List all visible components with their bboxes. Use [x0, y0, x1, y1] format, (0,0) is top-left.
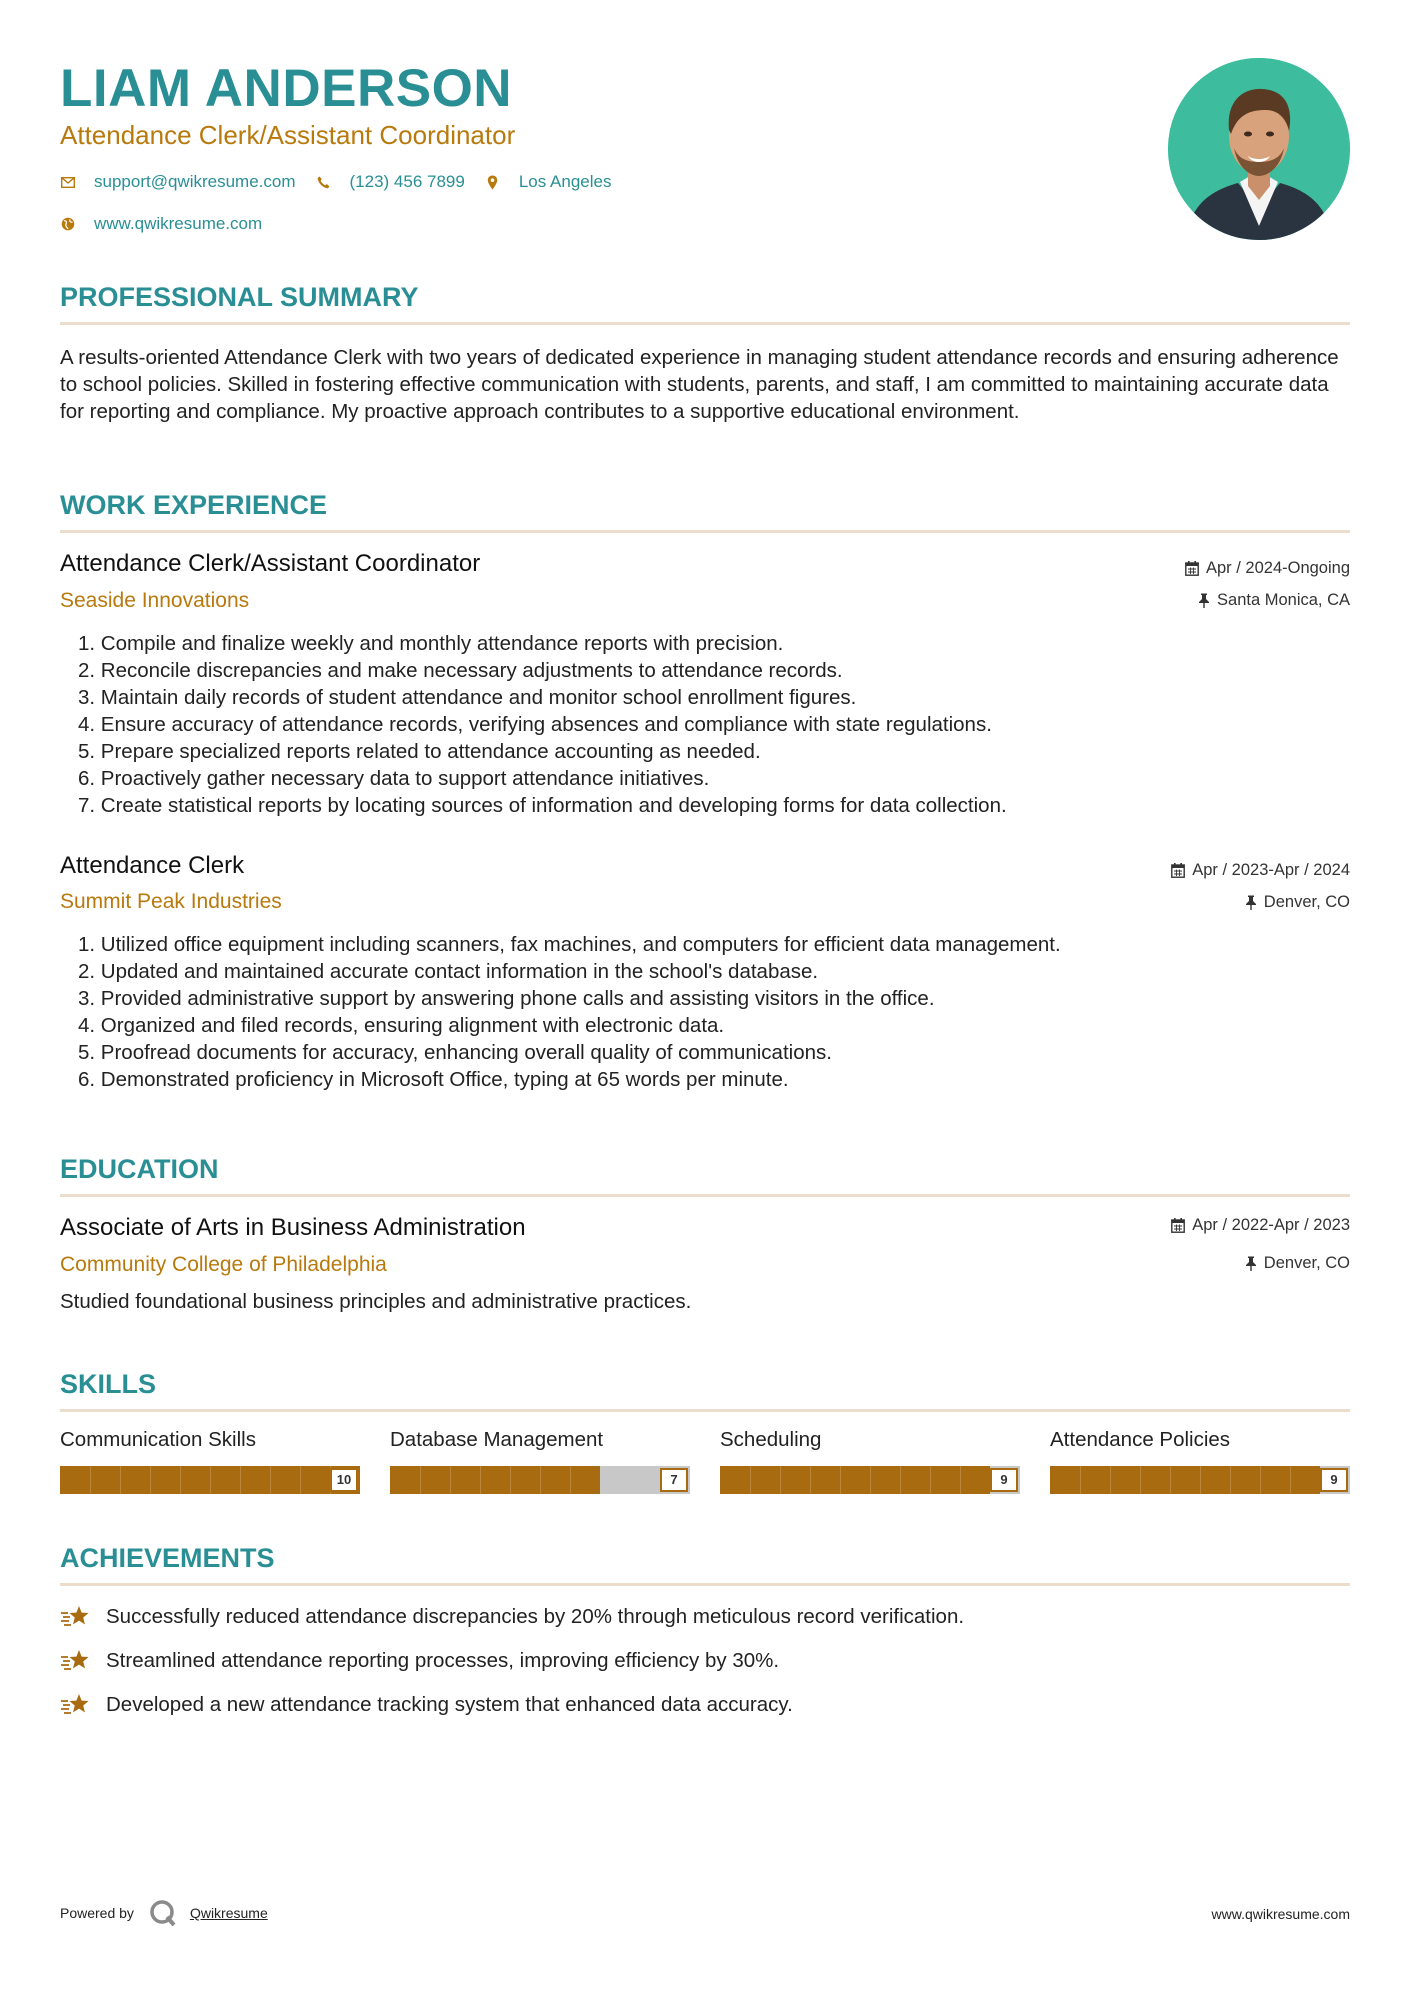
section-title-experience: WORK EXPERIENCE	[60, 490, 328, 520]
skill-bar-segment	[1140, 1466, 1141, 1494]
achievement-text: Developed a new attendance tracking system that enhanced data accuracy.	[106, 1693, 793, 1716]
job-title: Attendance Clerk/Assistant Coordinator	[60, 550, 481, 577]
footer-branding	[60, 1898, 268, 1928]
globe-icon	[60, 216, 76, 232]
achievement-text: Streamlined attendance reporting processes, improving efficiency by 30%.	[106, 1649, 780, 1672]
skill-bar-segment	[1200, 1466, 1201, 1494]
skill-score: 9	[990, 1468, 1018, 1492]
skill-score: 10	[330, 1468, 358, 1492]
job-title: Attendance Clerk	[60, 852, 245, 879]
skill-bar	[60, 1466, 360, 1494]
summary-text: A results-oriented Attendance Clerk with two years of dedicated experience in managing student attendance records and ensuring adherence to school policies. Skilled in fostering effective communication with students, parents, and staff, I am committed to maintaining accurate data for reporting and compliance. My proactive approach contributes to a supportive educational environment.	[60, 346, 1339, 423]
skill-bar-segment	[840, 1466, 841, 1494]
candidate-title: Attendance Clerk/Assistant Coordinator	[60, 120, 516, 150]
skill-bar-segment	[120, 1466, 121, 1494]
list-item: 6. Demonstrated proficiency in Microsoft Office, typing at 65 words per minute.	[78, 1068, 789, 1091]
skill-bar-segment	[480, 1466, 481, 1494]
shooting-star-icon	[60, 1692, 92, 1718]
skill-bar-fill	[390, 1466, 600, 1494]
pushpin-icon	[1245, 1256, 1257, 1271]
section-title-education: EDUCATION	[60, 1154, 219, 1184]
skill-bar-segment	[1080, 1466, 1081, 1494]
location-text: Los Angeles	[518, 172, 612, 191]
pushpin-icon	[1198, 593, 1210, 608]
skill-score: 9	[1320, 1468, 1348, 1492]
shooting-star-icon	[60, 1604, 92, 1630]
skill-bar-segment	[1260, 1466, 1261, 1494]
powered-by-label: Powered by	[60, 1905, 134, 1921]
list-item: 2. Updated and maintained accurate contact information in the school's database.	[78, 960, 819, 983]
skill-item	[1050, 1428, 1350, 1494]
qwikresume-link[interactable]: Qwikresume	[189, 1905, 268, 1921]
degree-title: Associate of Arts in Business Administration	[60, 1214, 526, 1241]
job-location-text: Santa Monica, CA	[1217, 591, 1350, 609]
duties-list	[60, 931, 1061, 1093]
duties-list	[60, 630, 1007, 819]
skill-bar-segment	[540, 1466, 541, 1494]
resume-page	[60, 0, 1350, 1990]
achievement-item	[60, 1604, 964, 1630]
skill-bar-segment	[90, 1466, 91, 1494]
skill-bar-segment	[150, 1466, 151, 1494]
contact-row	[60, 172, 631, 192]
skill-bar-segment	[1230, 1466, 1231, 1494]
email-link[interactable]: support@qwikresume.com	[94, 172, 296, 191]
job-location-text: Denver, CO	[1263, 893, 1350, 911]
skill-name: Communication Skills	[60, 1428, 256, 1451]
skill-name: Database Management	[390, 1428, 604, 1451]
skill-bar-segment	[810, 1466, 811, 1494]
skill-bar-segment	[270, 1466, 271, 1494]
calendar-icon	[1171, 1218, 1185, 1233]
skill-item	[720, 1428, 1020, 1494]
education-dates	[1171, 1216, 1350, 1235]
list-item: 4. Ensure accuracy of attendance records, verifying absences and compliance with state regulations.	[78, 713, 992, 736]
skill-bar-segment	[780, 1466, 781, 1494]
skill-bar-segment	[450, 1466, 451, 1494]
job-dates-text: Apr / 2023-Apr / 2024	[1192, 861, 1350, 879]
achievement-item	[60, 1648, 779, 1674]
calendar-icon	[1185, 561, 1199, 576]
calendar-icon	[1171, 863, 1185, 878]
education-dates-text: Apr / 2022-Apr / 2023	[1192, 1216, 1350, 1234]
section-title-achievements: ACHIEVEMENTS	[60, 1543, 275, 1573]
envelope-icon	[60, 174, 76, 190]
skill-item	[60, 1428, 360, 1494]
skill-name: Scheduling	[720, 1428, 822, 1451]
skill-item	[390, 1428, 690, 1494]
skill-bar-segment	[420, 1466, 421, 1494]
skill-bar-segment	[180, 1466, 181, 1494]
phone-number[interactable]: (123) 456 7899	[349, 172, 465, 191]
company-name: Summit Peak Industries	[60, 890, 282, 913]
footer-website[interactable]: www.qwikresume.com	[1211, 1906, 1350, 1922]
list-item: 7. Create statistical reports by locating sources of information and developing forms for data collection.	[78, 794, 1007, 817]
skill-bar	[390, 1466, 690, 1494]
website-row	[60, 214, 282, 234]
list-item: 6. Proactively gather necessary data to support attendance initiatives.	[78, 767, 710, 790]
school-name: Community College of Philadelphia	[60, 1253, 387, 1276]
skill-name: Attendance Policies	[1050, 1428, 1231, 1451]
job-dates-text: Apr / 2024-Ongoing	[1205, 559, 1350, 577]
achievement-item	[60, 1692, 793, 1718]
skill-bar-segment	[1110, 1466, 1111, 1494]
section-divider	[60, 1583, 1350, 1586]
section-title-skills: SKILLS	[60, 1369, 157, 1399]
skill-bar	[720, 1466, 1020, 1494]
section-divider	[60, 1409, 1350, 1412]
list-item: 2. Reconcile discrepancies and make necessary adjustments to attendance records.	[78, 659, 843, 682]
section-divider	[60, 1194, 1350, 1197]
education-description: Studied foundational business principles and administrative practices.	[60, 1290, 692, 1313]
list-item: 3. Maintain daily records of student attendance and monitor school enrollment figures.	[78, 686, 857, 709]
job-location	[1198, 591, 1350, 610]
shooting-star-icon	[60, 1648, 92, 1674]
education-location-text: Denver, CO	[1263, 1254, 1350, 1272]
job-location	[1245, 893, 1350, 912]
pushpin-icon	[1245, 895, 1257, 910]
skill-bar-segment	[210, 1466, 211, 1494]
list-item: 5. Prepare specialized reports related to attendance accounting as needed.	[78, 740, 761, 763]
skill-bar-segment	[900, 1466, 901, 1494]
company-name: Seaside Innovations	[60, 589, 250, 612]
skill-bar-segment	[930, 1466, 931, 1494]
education-location	[1245, 1254, 1350, 1273]
list-item: 3. Provided administrative support by answering phone calls and assisting visitors in the office.	[78, 987, 935, 1010]
skill-bar-segment	[300, 1466, 301, 1494]
list-item: 1. Compile and finalize weekly and monthly attendance reports with precision.	[78, 632, 784, 655]
skill-bar-segment	[960, 1466, 961, 1494]
skill-bar-segment	[510, 1466, 511, 1494]
section-divider	[60, 322, 1350, 325]
skill-bar-fill	[1050, 1466, 1320, 1494]
skill-bar-segment	[870, 1466, 871, 1494]
skill-bar-fill	[60, 1466, 360, 1494]
skill-bar	[1050, 1466, 1350, 1494]
achievement-text: Successfully reduced attendance discrepancies by 20% through meticulous record verification.	[106, 1605, 965, 1628]
skill-bar-segment	[1290, 1466, 1291, 1494]
skill-bar-segment	[570, 1466, 571, 1494]
website-link[interactable]: www.qwikresume.com	[94, 214, 263, 233]
map-pin-icon	[485, 174, 501, 190]
qwikresume-logo-icon	[148, 1898, 178, 1928]
job-dates	[1171, 861, 1350, 880]
list-item: 4. Organized and filed records, ensuring alignment with electronic data.	[78, 1014, 725, 1037]
section-title-summary: PROFESSIONAL SUMMARY	[60, 282, 419, 312]
skill-bar-segment	[1170, 1466, 1171, 1494]
skill-score: 7	[660, 1468, 688, 1492]
list-item: 1. Utilized office equipment including scanners, fax machines, and computers for efficient data management.	[78, 933, 1061, 956]
skill-bar-segment	[240, 1466, 241, 1494]
phone-icon	[316, 174, 332, 190]
job-dates	[1185, 559, 1350, 578]
section-divider	[60, 530, 1350, 533]
profile-photo	[1168, 58, 1350, 240]
skill-bar-fill	[720, 1466, 990, 1494]
skill-bar-segment	[750, 1466, 751, 1494]
candidate-name: LIAM ANDERSON	[60, 59, 513, 118]
list-item: 5. Proofread documents for accuracy, enhancing overall quality of communications.	[78, 1041, 832, 1064]
